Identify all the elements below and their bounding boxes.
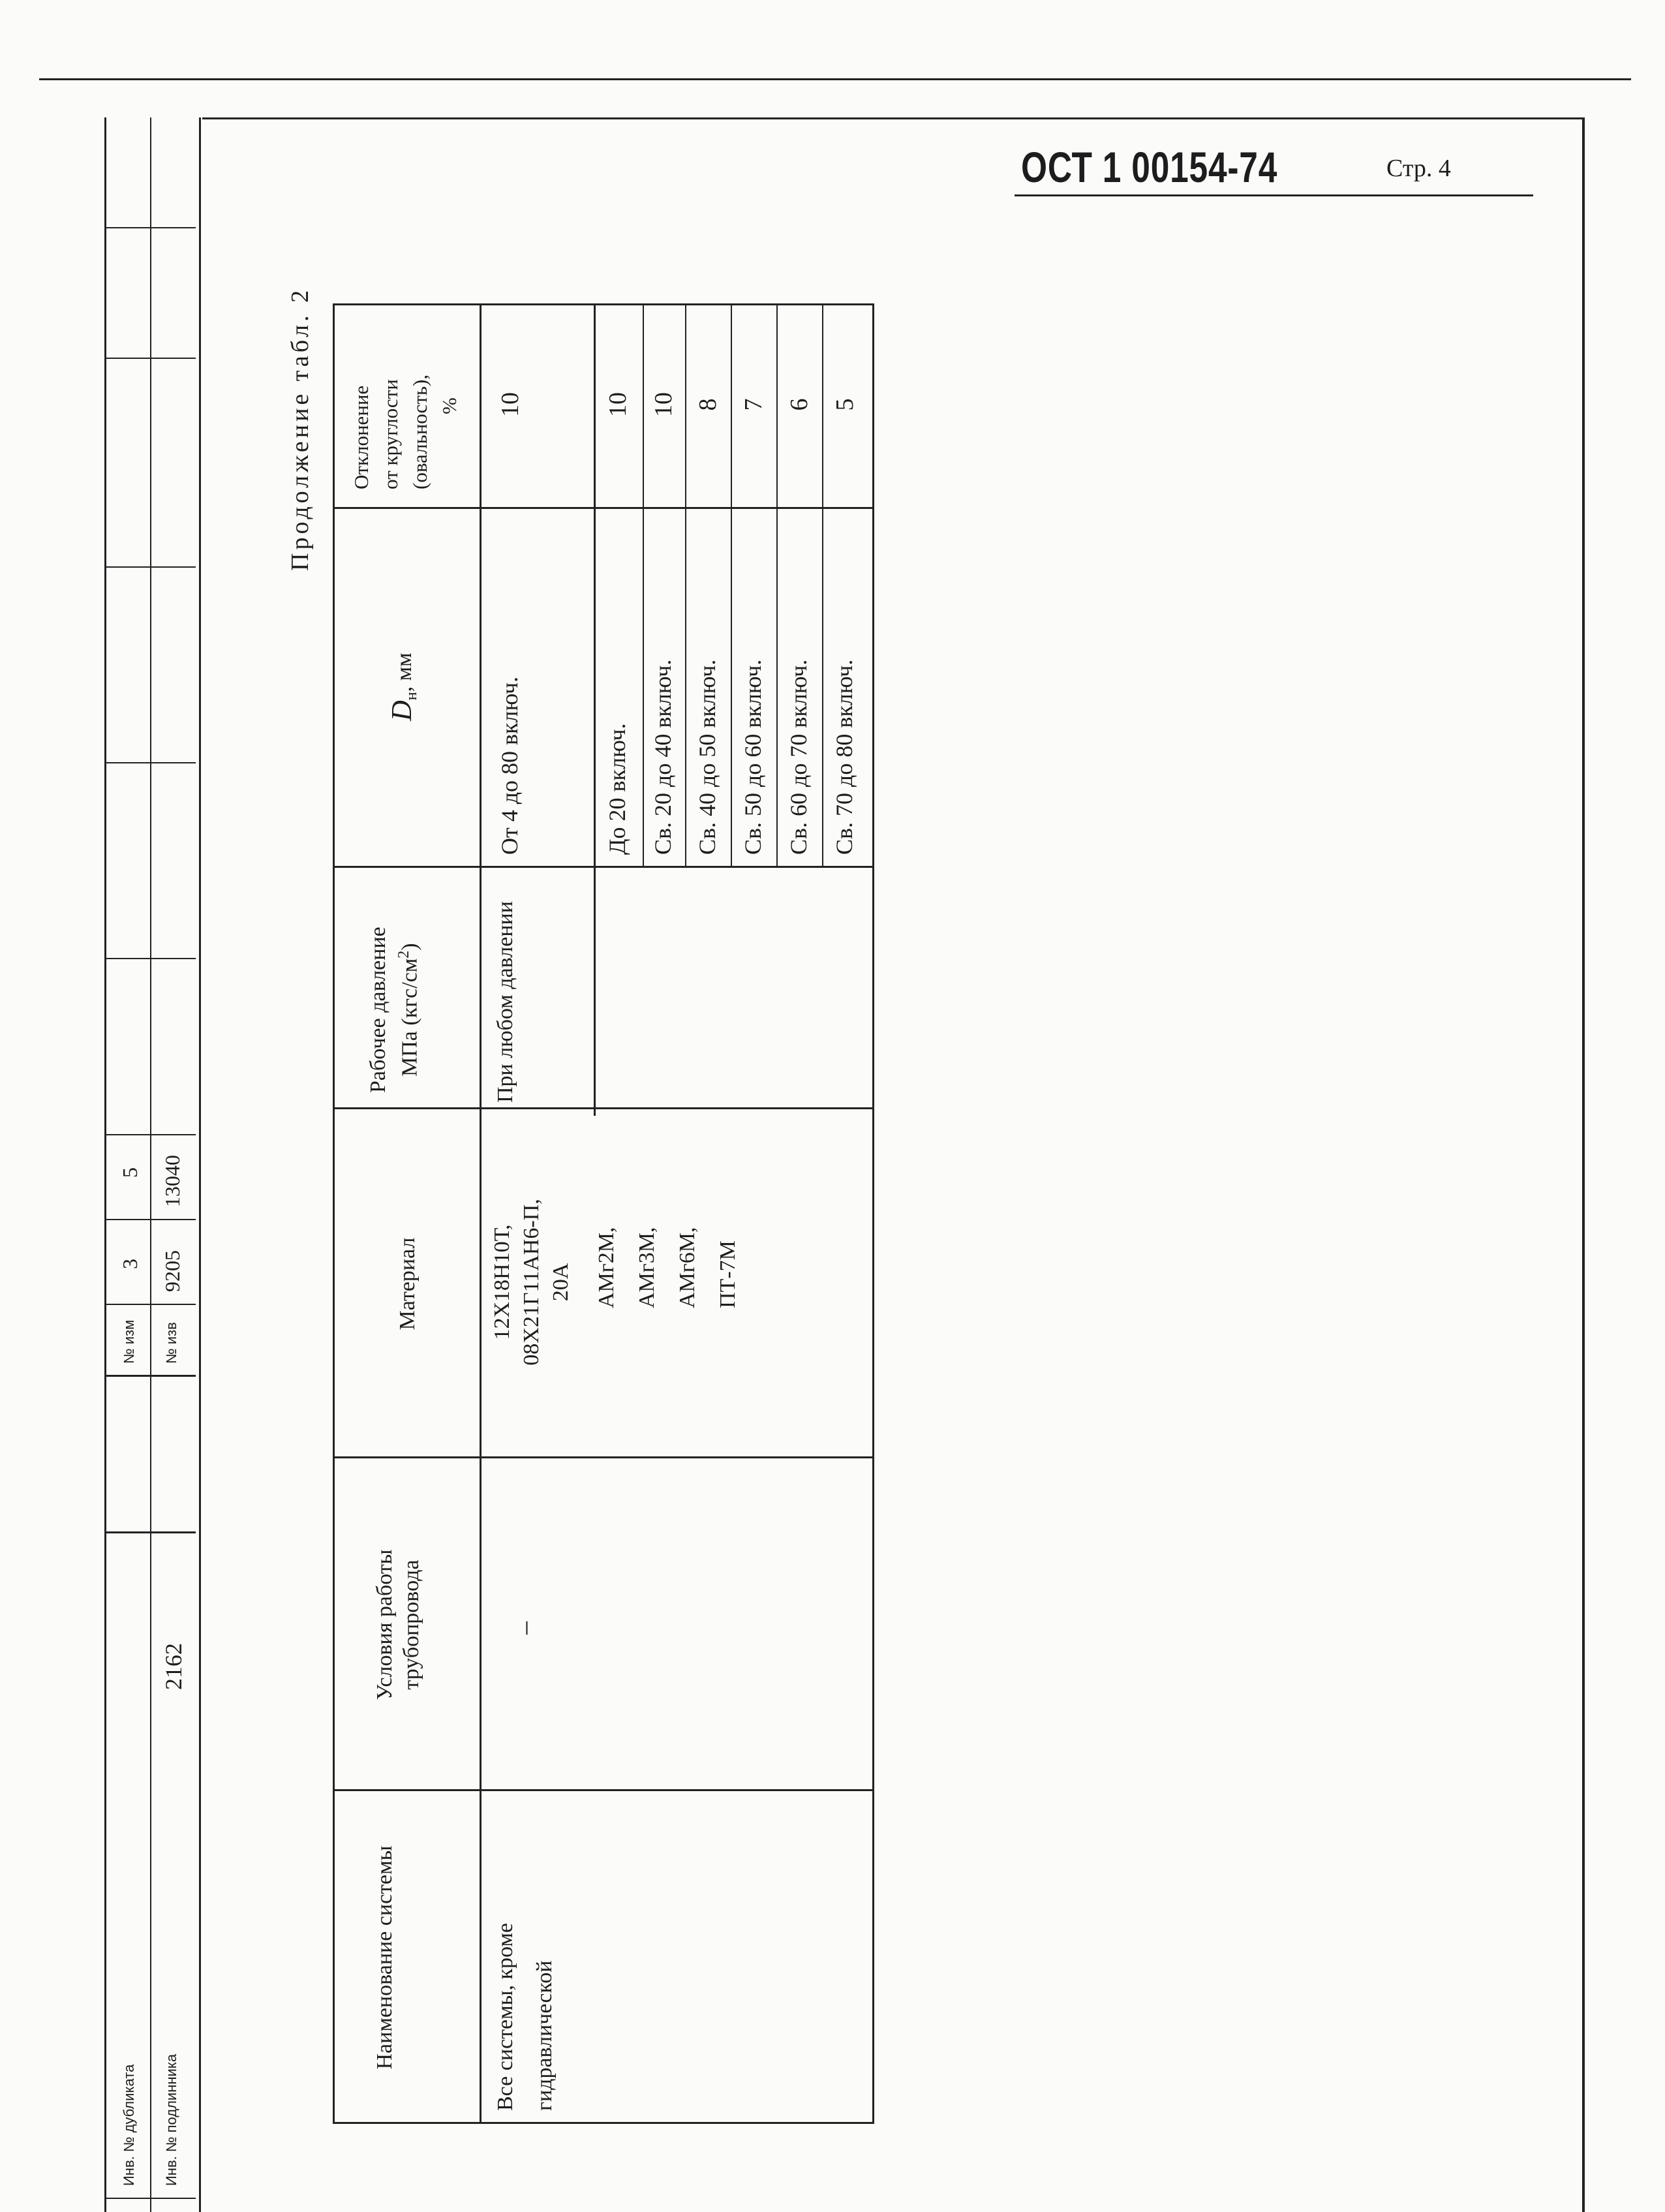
stamp-divider <box>104 762 196 763</box>
header-outer-diameter: $D_н$, мм <box>386 653 420 721</box>
table-border-top <box>333 303 335 2124</box>
stamp-divider <box>104 358 196 359</box>
pressure-value: При любом давлении <box>493 901 517 1103</box>
header-deviation-4: % <box>438 397 461 414</box>
stamp-divider <box>104 1375 196 1377</box>
deviation-value: 5 <box>831 398 859 411</box>
page-number: Стр. 4 <box>1386 155 1451 182</box>
top-border <box>39 78 1631 80</box>
group-separator <box>594 303 596 1116</box>
deviation-value: 6 <box>786 398 813 411</box>
stamp-divider <box>104 227 196 228</box>
dn-range: Св. 60 до 70 включ. <box>786 659 812 855</box>
change-5-no: 5 <box>118 1167 142 1178</box>
material-group2-line4: ПТ-7М <box>716 1240 740 1308</box>
dn-range: Св. 70 до 80 включ. <box>831 659 857 855</box>
right-border <box>1582 117 1585 2212</box>
material-group2-line3: АМг6М, <box>675 1227 699 1308</box>
group-separator-material <box>480 1109 481 1338</box>
deviation-value: 8 <box>694 398 722 411</box>
material-group1-line2: 08Х21Г11АН6-П, <box>519 1199 543 1366</box>
deviation-value: 10 <box>650 392 677 417</box>
stamp-divider <box>104 2198 196 2199</box>
header-working-pressure-2: МПа $(кгс/см^2)$ <box>395 943 422 1077</box>
column-divider <box>333 507 874 509</box>
deviation-value: 10 <box>496 392 524 417</box>
stamp-divider <box>104 566 196 568</box>
row-separator <box>643 303 644 868</box>
material-group1-line1: 12Х18Н10Т, <box>490 1224 514 1340</box>
dn-range: Св. 20 до 40 включ. <box>650 659 676 855</box>
header-operating-conditions: Условия работы трубопровода <box>373 1549 423 1700</box>
change-no-label: № изм <box>121 1319 137 1364</box>
header-deviation-2: от круглости <box>379 379 402 489</box>
stamp-divider <box>104 958 196 959</box>
operating-conditions-value: – <box>510 1621 539 1635</box>
change-doc-label: № изв <box>163 1322 179 1364</box>
row-separator <box>731 303 732 868</box>
stamp-divider <box>104 1304 196 1305</box>
change-5-doc: 13040 <box>160 1155 184 1207</box>
frame-top-line <box>202 117 1584 119</box>
material-group2-line1: АМг2М, <box>594 1227 619 1308</box>
inv-duplicate-label: Инв. № дубликата <box>121 2064 137 2186</box>
header-working-pressure-1: Рабочее давление <box>366 927 390 1093</box>
row-separator <box>822 303 823 868</box>
deviation-value: 10 <box>604 392 632 417</box>
dn-range: От 4 до 80 включ. <box>496 676 523 855</box>
stamp-divider <box>104 1134 196 1135</box>
stamp-divider <box>104 1531 196 1533</box>
document-code-underline <box>1015 194 1533 196</box>
header-system-name: Наименование системы <box>373 1845 397 2070</box>
change-3-no: 3 <box>118 1259 142 1269</box>
row-separator <box>776 303 778 868</box>
table-border-left <box>333 2122 874 2124</box>
header-deviation-3: (овальность), <box>408 374 431 489</box>
change-3-doc: 9205 <box>160 1250 184 1292</box>
material-group1-line3: 20А <box>549 1263 573 1302</box>
inv-original-value: 2162 <box>160 1643 187 1690</box>
stamp-divider <box>104 1219 196 1220</box>
document-code: ОСТ 1 00154-74 <box>1021 143 1278 191</box>
dn-range: До 20 включ. <box>604 723 630 855</box>
dn-range: Св. 40 до 50 включ. <box>694 659 720 855</box>
column-divider <box>333 1789 874 1791</box>
table-caption: Продолжение табл. 2 <box>286 286 314 571</box>
header-deviation-1: Отклонение <box>350 385 373 489</box>
frame-left-line <box>199 117 201 2212</box>
column-divider <box>333 866 874 868</box>
header-material: Материал <box>395 1237 420 1330</box>
row-separator <box>685 303 686 868</box>
table-border-bottom <box>872 303 874 2124</box>
inv-original-label: Инв. № подлинника <box>163 2053 179 2186</box>
deviation-value: 7 <box>740 398 767 411</box>
deviation-table <box>286 286 874 2124</box>
material-group2-line2: АМг3М, <box>635 1227 659 1308</box>
system-name-line2: гидравлической <box>532 1960 557 2111</box>
revision-stamp <box>104 111 196 2199</box>
dn-range: Св. 50 до 60 включ. <box>740 659 766 855</box>
system-name-line1: Все системы, кроме <box>493 1923 517 2111</box>
